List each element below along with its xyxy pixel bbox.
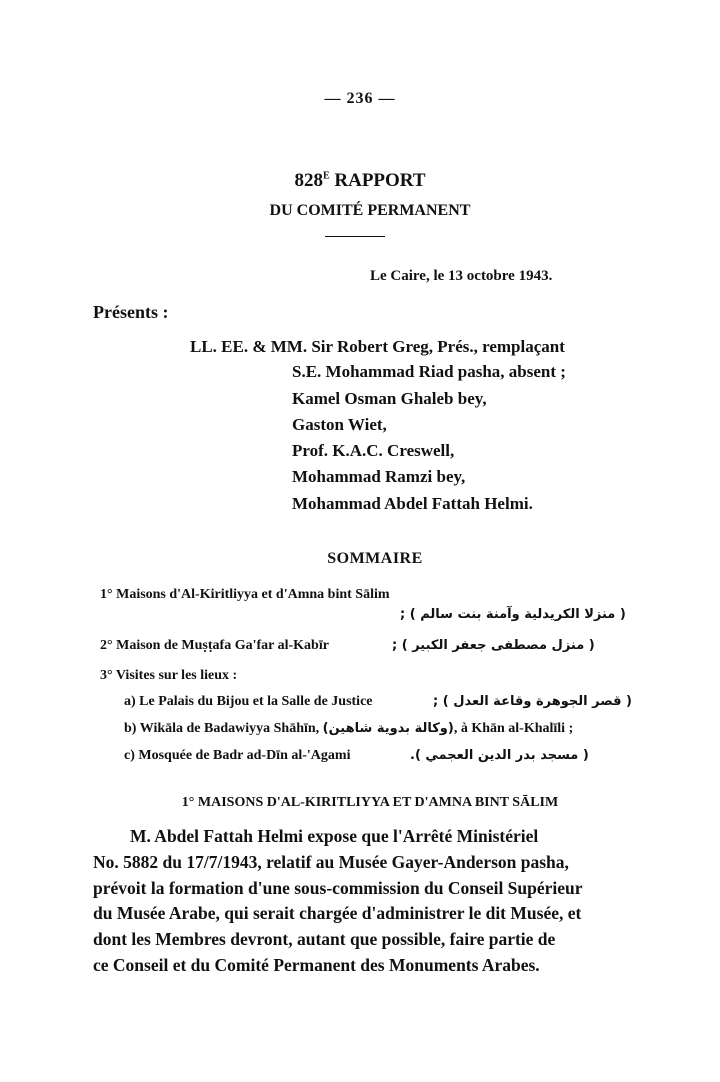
sommaire-item-2: 2° Maison de Muṣṭafa Ga'far al-Kabīr [100,638,329,653]
member-line: Mohammad Abdel Fattah Helmi. [292,494,533,513]
sommaire-item-1-arabic: ( منزلا الكريدلية وآمنة بنت سالم ) ; [400,607,626,622]
member-line: S.E. Mohammad Riad pasha, absent ; [292,362,566,381]
members-intro: LL. EE. & MM. Sir Robert Greg, Prés., remplaçant [190,337,565,356]
member-line: Prof. K.A.C. Creswell, [292,441,455,460]
page-number: — 236 — [324,90,396,107]
report-number: 828 [294,170,323,191]
sommaire-item-3a: a) Le Palais du Bijou et la Salle de Justice [124,694,373,709]
paragraph-line: No. 5882 du 17/7/1943, relatif au Musée Gayer-Anderson pasha, [93,852,569,872]
sommaire-item-3b-text: b) Wikāla de Badawiyya Shāhīn, [124,721,320,736]
section-heading: 1° MAISONS D'AL-KIRITLIYYA ET D'AMNA BINT SĀLIM [181,795,559,810]
paragraph-line: prévoit la formation d'une sous-commission du Conseil Supérieur [93,878,583,898]
report-subtitle: DU COMITÉ PERMANENT [269,202,471,219]
sommaire-item-1: 1° Maisons d'Al-Kiritliyya et d'Amna bint Sālim [100,587,390,602]
sommaire-item-3b [124,721,573,737]
report-number-suffix: E [322,170,330,182]
sommaire-item-3c-arabic: ( مسجد بدر الدين العجمي ). [410,748,589,763]
sommaire-item-3b-text-after: , à Khān al-Khalīli ; [453,721,574,736]
report-title [0,170,720,192]
member-line: Gaston Wiet, [292,415,387,434]
paragraph-line: dont les Membres devront, autant que possible, faire partie de [93,929,556,949]
sommaire-item-3b-arabic: (وكالة بدوية شاهين) [322,721,454,736]
sommaire-item-2-arabic: ( منزل مصطفى جعفر الكبير ) ; [392,638,595,653]
sommaire-item-3: 3° Visites sur les lieux : [100,668,238,683]
member-line: Kamel Osman Ghaleb bey, [292,389,487,408]
report-title-word: RAPPORT [329,170,426,191]
member-line: Mohammad Ramzi bey, [292,467,466,486]
title-divider [325,236,385,237]
paragraph-line: ce Conseil et du Comité Permanent des Monuments Arabes. [93,955,540,975]
report-date: Le Caire, le 13 octobre 1943. [370,268,553,284]
sommaire-heading: SOMMAIRE [327,550,423,567]
paragraph-line: du Musée Arabe, qui serait chargée d'administrer le dit Musée, et [93,903,582,923]
sommaire-item-3a-arabic: ( قصر الجوهرة وقاعة العدل ) ; [433,694,632,709]
paragraph-line: M. Abdel Fattah Helmi expose que l'Arrêté Ministériel [130,826,539,846]
sommaire-item-3c: c) Mosquée de Badr ad-Dīn al-'Agami [124,748,351,763]
presents-label: Présents : [93,302,169,322]
